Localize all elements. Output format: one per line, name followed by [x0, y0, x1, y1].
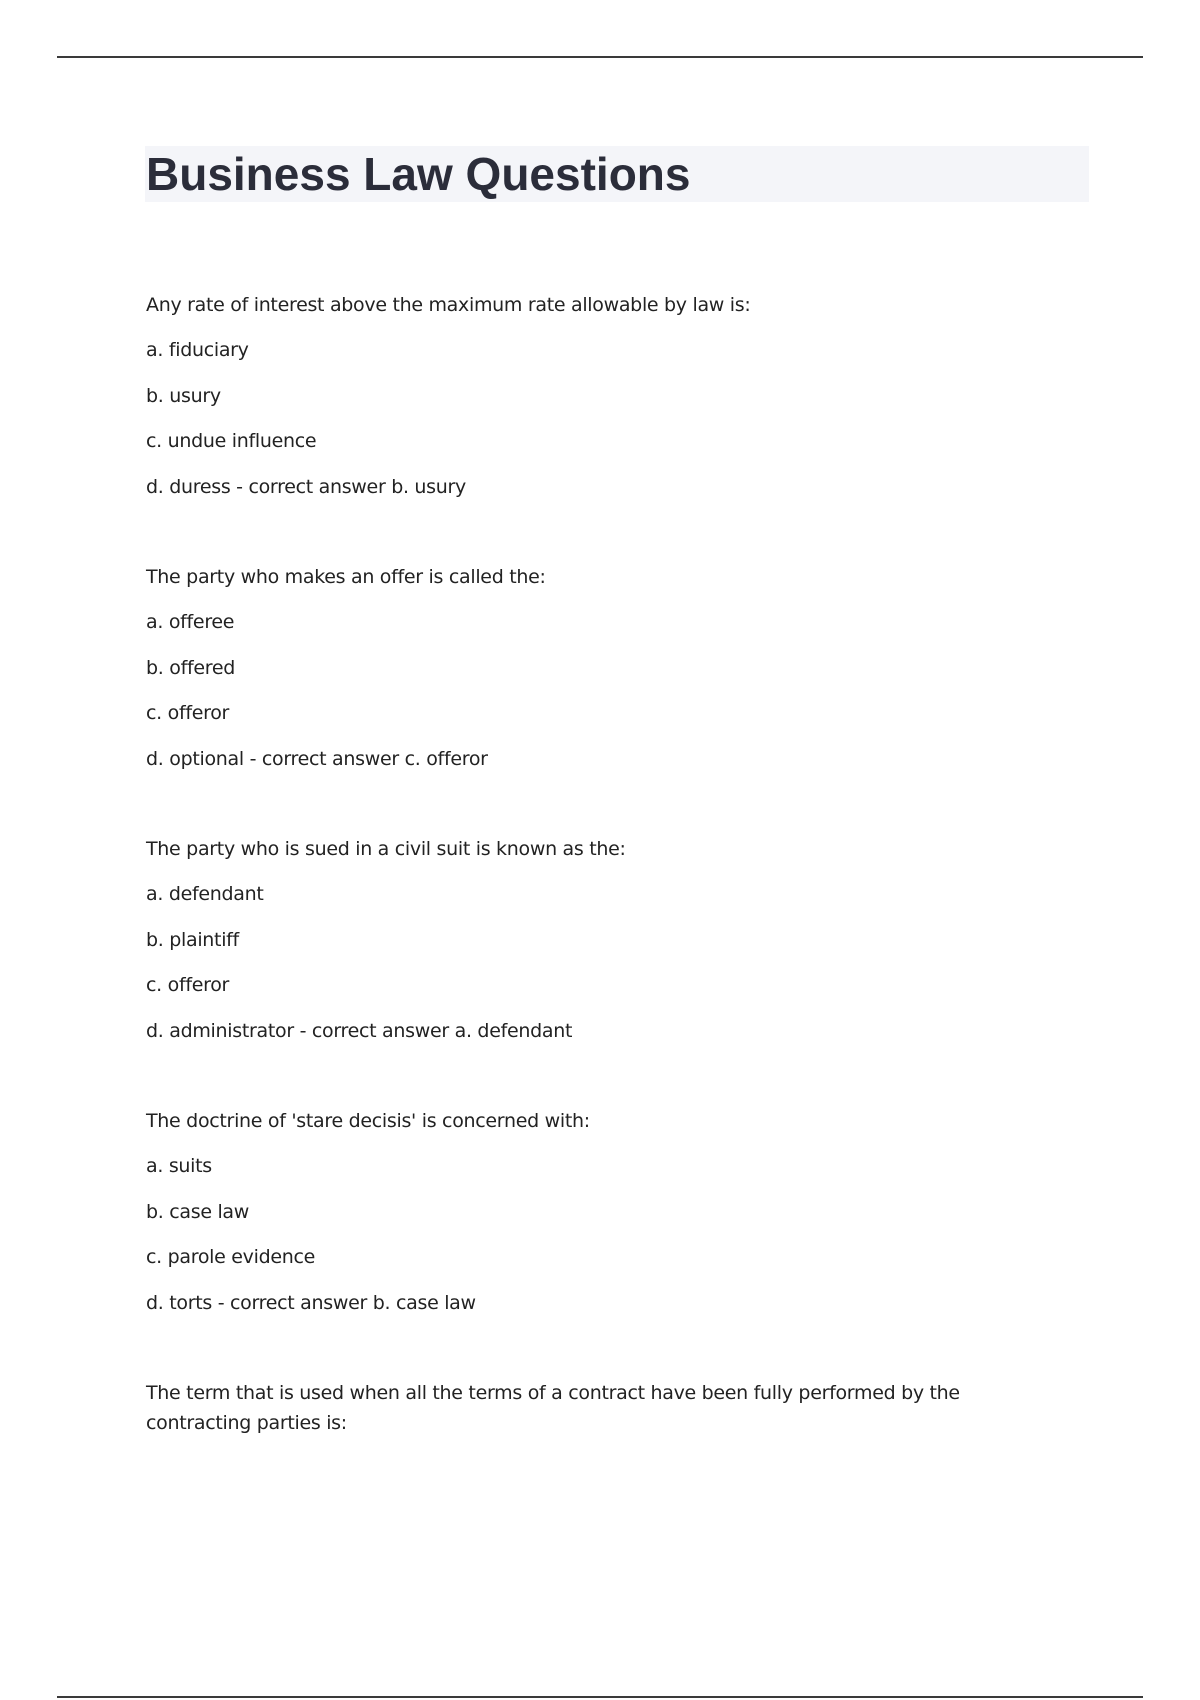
- question-block: [146, 290, 1046, 562]
- bottom-rule: [57, 1696, 1143, 1698]
- answer-option: a. defendant: [146, 883, 264, 905]
- answer-option: d. optional - correct answer c. offeror: [146, 747, 488, 770]
- answer-option: b. usury: [146, 384, 221, 407]
- answer-option: a. fiduciary: [146, 339, 249, 361]
- answer-option: c. undue influence: [146, 430, 317, 452]
- question-text: The party who makes an offer is called the:: [146, 566, 546, 588]
- question-text: Any rate of interest above the maximum rate allowable by law is:: [146, 294, 751, 316]
- answer-option: c. offeror: [146, 702, 230, 724]
- question-text: The term that is used when all the terms of a contract have been fully performed by the contracting parties is:: [146, 1382, 960, 1434]
- question-text: The party who is sued in a civil suit is known as the:: [146, 838, 626, 860]
- answer-option: b. plaintiff: [146, 928, 239, 951]
- answer-option: c. parole evidence: [146, 1246, 315, 1268]
- page-title: Business Law Questions: [146, 148, 691, 200]
- answer-option: b. case law: [146, 1200, 250, 1223]
- question-block: [146, 562, 1046, 834]
- question-list: [146, 290, 1046, 1650]
- question-block: [146, 1378, 1046, 1650]
- top-rule: [57, 56, 1143, 58]
- answer-option: a. offeree: [146, 611, 235, 633]
- answer-option: d. torts - correct answer b. case law: [146, 1291, 476, 1314]
- question-text: The doctrine of 'stare decisis' is concerned with:: [146, 1110, 590, 1132]
- answer-option: c. offeror: [146, 974, 230, 996]
- question-block: [146, 1106, 1046, 1378]
- answer-option: a. suits: [146, 1155, 212, 1177]
- question-block: [146, 834, 1046, 1106]
- answer-option: b. offered: [146, 656, 235, 679]
- answer-option: d. administrator - correct answer a. defendant: [146, 1019, 573, 1042]
- answer-option: d. duress - correct answer b. usury: [146, 475, 466, 498]
